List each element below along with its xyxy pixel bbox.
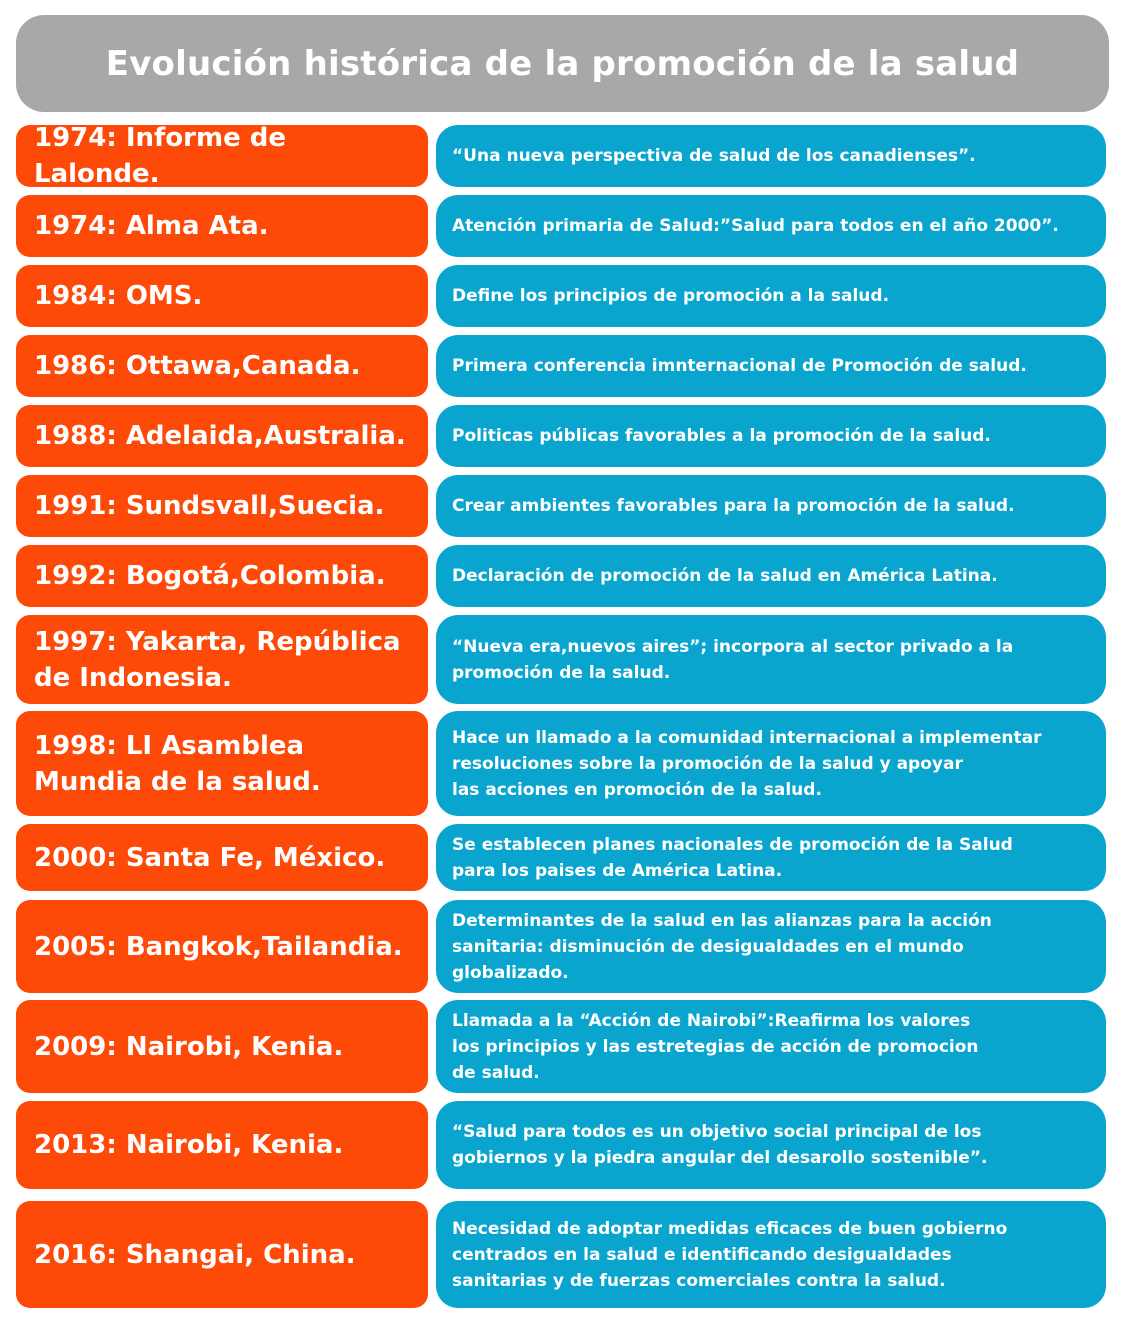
- timeline-row: [0, 475, 1122, 537]
- timeline-row: [0, 265, 1122, 327]
- event-description: “Salud para todos es un objetivo social principal de los gobiernos y la piedra angular del desarollo sostenible”.: [436, 1101, 1106, 1189]
- event-description: Atención primaria de Salud:”Salud para todos en el año 2000”.: [436, 195, 1106, 257]
- event-description: Crear ambientes favorables para la promoción de la salud.: [436, 475, 1106, 537]
- timeline-row: [0, 545, 1122, 607]
- event-label: 2005: Bangkok,Tailandia.: [16, 900, 428, 993]
- event-description: “Una nueva perspectiva de salud de los canadienses”.: [436, 125, 1106, 187]
- event-label: 2013: Nairobi, Kenia.: [16, 1101, 428, 1189]
- event-description: Primera conferencia imnternacional de Promoción de salud.: [436, 335, 1106, 397]
- timeline-row: [0, 615, 1122, 704]
- event-label: 1988: Adelaida,Australia.: [16, 405, 428, 467]
- event-label: 1998: LI Asamblea Mundia de la salud.: [16, 711, 428, 816]
- event-label: 2016: Shangai, China.: [16, 1201, 428, 1308]
- event-description: Necesidad de adoptar medidas eficaces de buen gobierno centrados en la salud e identificando desigualdades sanitarias y de fuerzas comerciales contra la salud.: [436, 1201, 1106, 1308]
- event-label: 1991: Sundsvall,Suecia.: [16, 475, 428, 537]
- event-description: “Nueva era,nuevos aires”; incorpora al sector privado a la promoción de la salud.: [436, 615, 1106, 704]
- event-label: 2009: Nairobi, Kenia.: [16, 1000, 428, 1093]
- event-label: 1997: Yakarta, República de Indonesia.: [16, 615, 428, 704]
- event-label: 1992: Bogotá,Colombia.: [16, 545, 428, 607]
- event-label: 1984: OMS.: [16, 265, 428, 327]
- event-description: Declaración de promoción de la salud en América Latina.: [436, 545, 1106, 607]
- event-label: 1974: Alma Ata.: [16, 195, 428, 257]
- timeline-row: [0, 1000, 1122, 1093]
- timeline-row: [0, 125, 1122, 187]
- event-description: Politicas públicas favorables a la promoción de la salud.: [436, 405, 1106, 467]
- event-description: Determinantes de la salud en las alianzas para la acción sanitaria: disminución de desigualdades en el mundo globalizado.: [436, 900, 1106, 993]
- timeline-row: [0, 900, 1122, 993]
- event-label: 1974: Informe de Lalonde.: [16, 125, 428, 187]
- event-label: 2000: Santa Fe, México.: [16, 824, 428, 891]
- timeline-row: [0, 1101, 1122, 1189]
- timeline-row: [0, 405, 1122, 467]
- timeline-row: [0, 335, 1122, 397]
- timeline-row: [0, 195, 1122, 257]
- event-description: Se establecen planes nacionales de promoción de la Salud para los paises de América Latina.: [436, 824, 1106, 891]
- page-title: Evolución histórica de la promoción de la salud: [105, 43, 1020, 84]
- event-description: Llamada a la “Acción de Nairobi”:Reafirma los valores los principios y las estretegias de acción de promocion de salud.: [436, 1000, 1106, 1093]
- event-description: Define los principios de promoción a la salud.: [436, 265, 1106, 327]
- timeline-row: [0, 711, 1122, 816]
- event-description: Hace un llamado a la comunidad internacional a implementar resoluciones sobre la promoción de la salud y apoyar las acciones en promoción de la salud.: [436, 711, 1106, 816]
- timeline-row: [0, 824, 1122, 891]
- event-label: 1986: Ottawa,Canada.: [16, 335, 428, 397]
- title-banner: [16, 15, 1109, 112]
- timeline-row: [0, 1201, 1122, 1308]
